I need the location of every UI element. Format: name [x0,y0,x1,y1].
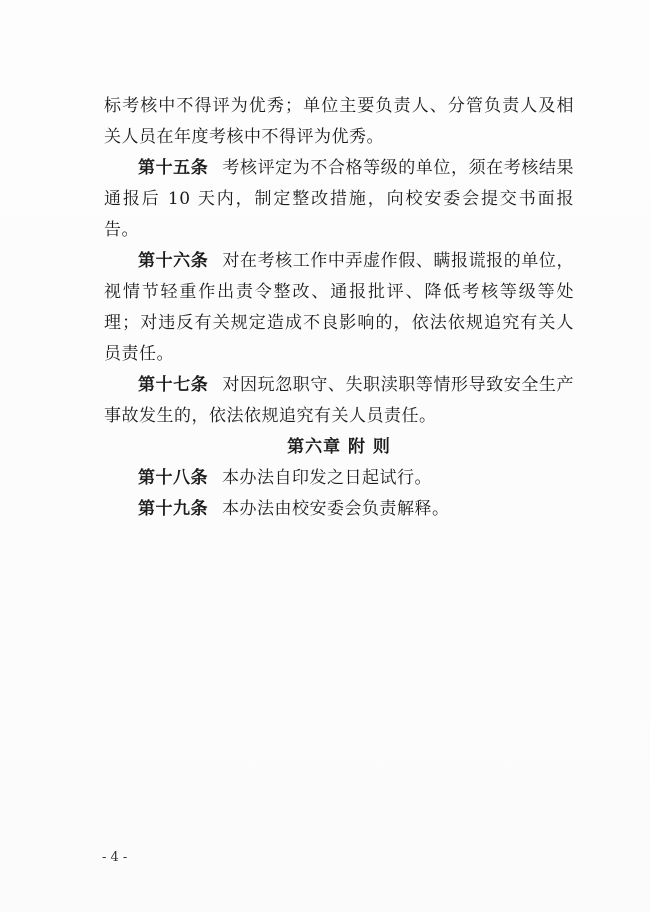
article-text: 本办法自印发之日起试行。 [222,468,432,488]
paragraph-text: 标考核中不得评为优秀；单位主要负责人、分管负责人及相关人员在年度考核中不得评为优秀。 [104,96,574,147]
document-body [104,91,574,525]
article-15 [104,153,574,246]
article-number: 第十七条 [138,375,209,395]
article-18 [104,463,574,494]
article-19 [104,494,574,525]
article-text: 本办法由校安委会负责解释。 [222,499,450,519]
article-text: 对因玩忽职守、失职渎职等情形导致安全生产事故发生的，依法依规追究有关人员责任。 [104,375,575,426]
page-number: - 4 - [102,850,128,865]
article-17 [104,370,574,432]
paragraph-continuation [104,91,574,153]
article-number: 第十八条 [138,468,208,488]
article-text: 考核评定为不合格等级的单位，须在考核结果通报后 10 天内，制定整改措施，向校安委会提交书面报告。 [104,158,575,240]
article-number: 第十六条 [138,251,209,271]
article-text: 对在考核工作中弄虚作假、瞒报谎报的单位，视情节轻重作出责令整改、通报批评、降低考核等级等处理；对违反有关规定造成不良影响的，依法依规追究有关人员责任。 [104,251,575,364]
chapter-heading: 第六章 附 则 [287,437,391,457]
article-number: 第十九条 [138,499,208,519]
article-16 [104,246,574,370]
article-number: 第十五条 [138,158,209,178]
